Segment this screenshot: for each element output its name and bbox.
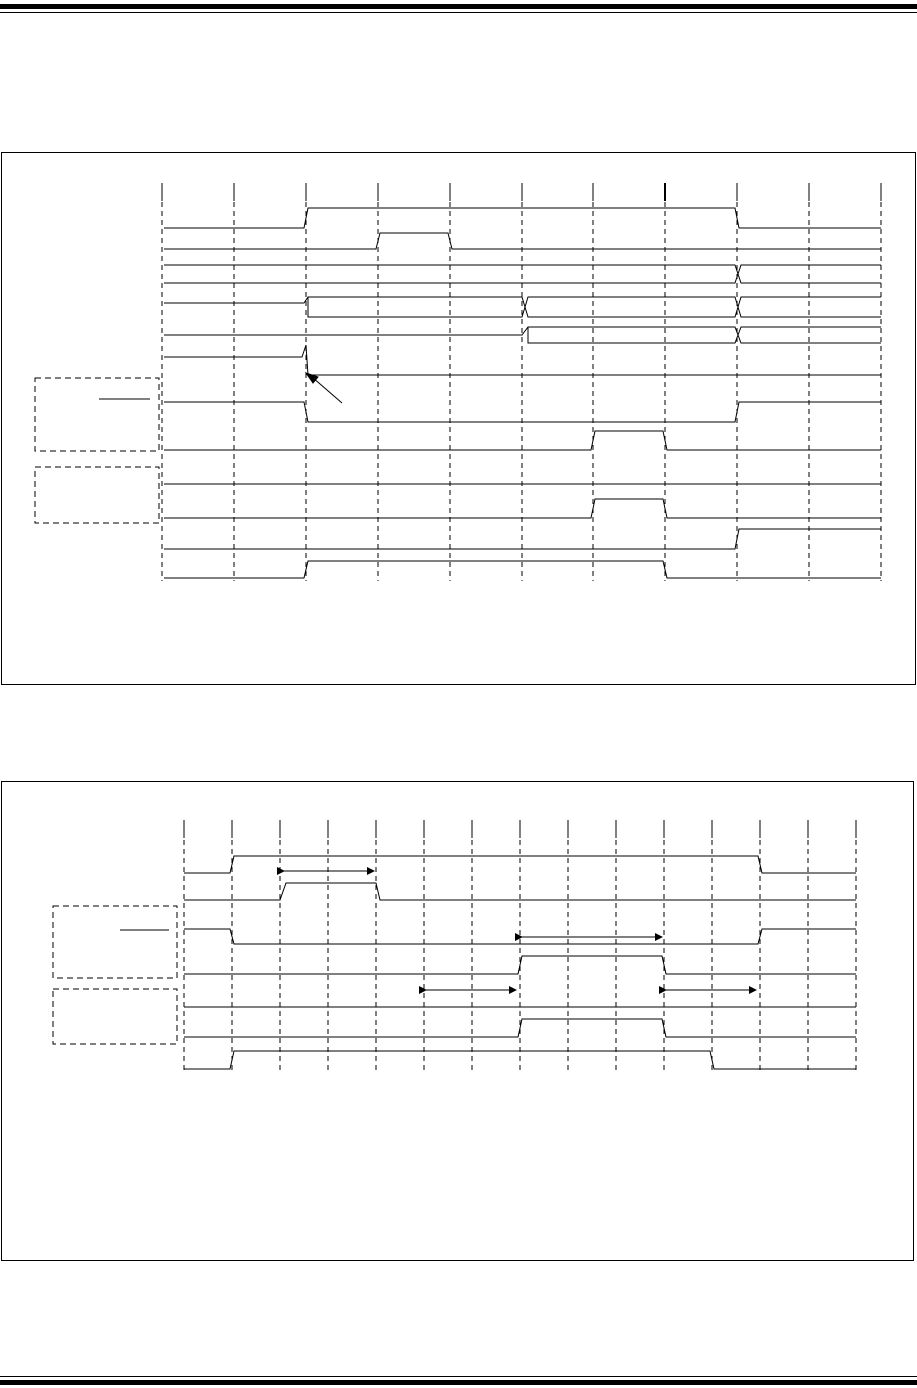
fig1-annotation-arrow bbox=[312, 377, 342, 403]
fig1-group-box-1 bbox=[35, 378, 159, 451]
footer-rule-thick bbox=[0, 1380, 917, 1385]
fig2-group-box-1 bbox=[53, 906, 177, 978]
timing-diagram-2-frame bbox=[1, 781, 914, 1261]
fig1-grid bbox=[162, 193, 881, 581]
header-rule-thick bbox=[0, 4, 917, 9]
header-rule-thin bbox=[0, 12, 917, 13]
fig1-clock-ticks bbox=[162, 183, 881, 201]
fig2-grid bbox=[184, 822, 856, 1072]
fig2-clock-ticks bbox=[184, 820, 856, 838]
timing-diagram-1-frame bbox=[1, 152, 916, 685]
timing-diagram-2 bbox=[2, 782, 913, 1260]
fig1-bus-2 bbox=[164, 297, 881, 317]
timing-diagram-1 bbox=[2, 153, 915, 684]
footer-rule-thin bbox=[0, 1376, 917, 1377]
fig2-group-box-2 bbox=[53, 989, 177, 1044]
fig1-group-box-2 bbox=[35, 467, 159, 523]
